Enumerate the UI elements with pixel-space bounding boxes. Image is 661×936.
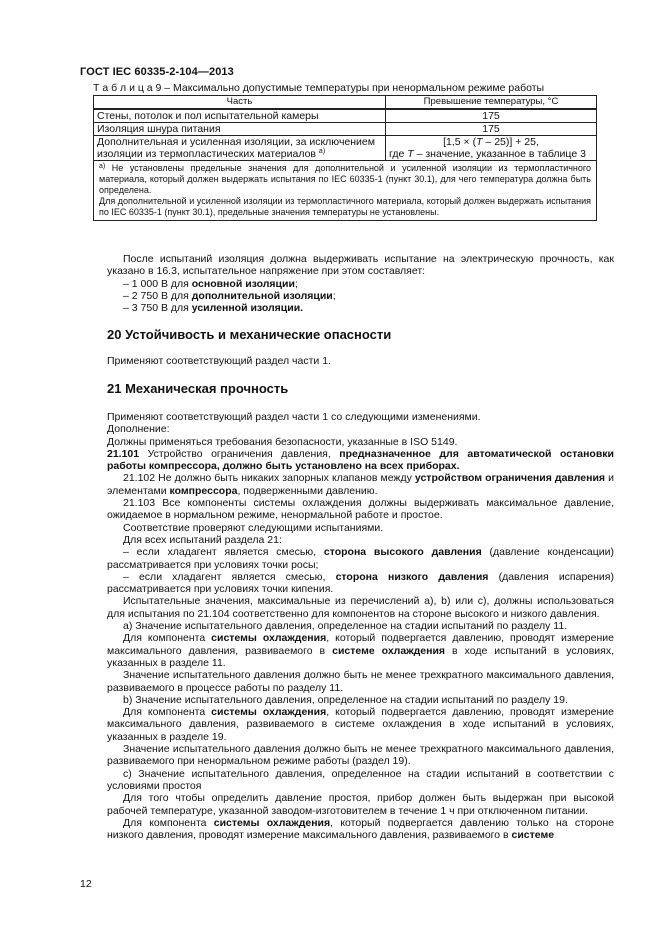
- page-number: 12: [80, 878, 92, 890]
- term: системе охлаждения: [332, 644, 446, 657]
- term: сторона высокого давления: [323, 546, 482, 559]
- text: и элементами: [107, 472, 614, 497]
- formula: [389, 136, 593, 148]
- insulation-test-block: [107, 253, 614, 314]
- table-header-row: [94, 96, 597, 110]
- cell-part: Изоляция шнура питания: [94, 123, 386, 136]
- paragraph: Для того чтобы определить давление простоя, прибор должен быть выдержан при высокой рабочей температуре, указанной заводом-изготовителем в течение 1 ч при отключенном питании.: [107, 792, 614, 817]
- formula-note-part: где: [389, 148, 408, 160]
- paragraph: [107, 571, 614, 596]
- paragraph: Значение испытательного давления должно быть не менее трехкратного максимального давления, развиваемого при ненормальном режиме работы (раздел 19).: [107, 743, 614, 768]
- paragraph: b) Значение испытательного давления, определенное на стадии испытаний по разделу 19.: [123, 693, 568, 706]
- footnote-mark: а): [318, 148, 326, 155]
- document-header: ГОСТ IEC 60335-2-104—2013: [80, 66, 234, 78]
- temperature-table: [93, 95, 597, 221]
- text: Для компонента: [123, 816, 214, 829]
- term: системе: [511, 829, 555, 842]
- formula-var: T: [476, 136, 483, 148]
- cell-part-text: Дополнительная и усиленная изоляции, за исключением изоляции из термопластических материалов: [97, 136, 375, 160]
- term: усиленной изоляции.: [191, 302, 304, 315]
- term: устройством ограничения давления: [414, 472, 606, 485]
- formula-note: [389, 148, 593, 160]
- paragraph: [107, 706, 614, 743]
- text: – если хладагент является смесью,: [123, 570, 336, 583]
- paragraph: с) Значение испытательного давления, определенное на стадии испытаний в соответствии с условиями простоя: [107, 767, 614, 792]
- text: в ходе испытаний в условиях, указанных в разделе 11.: [107, 644, 614, 669]
- paragraph: Применяют соответствующий раздел части 1 со следующими изменениями.: [107, 411, 481, 423]
- cell-temp: 175: [386, 123, 597, 136]
- paragraph: Дополнение:: [107, 423, 170, 436]
- list-item: [107, 278, 614, 290]
- term: системы охлаждения: [213, 816, 331, 829]
- text: , подверженными давлению.: [237, 484, 378, 497]
- paragraph: Испытательные значения, максимальные из перечислений а), b) или с), должны использоваться для испытания по 21.104 соответственно для компонентов на стороне высокого и низкого давления.: [107, 595, 614, 620]
- paragraph: Для всех испытаний раздела 21:: [123, 533, 282, 546]
- term: системы охлаждения: [211, 706, 327, 719]
- paragraph: а) Значение испытательного давления, определенное на стадии испытаний по разделу 11.: [123, 620, 568, 633]
- section-21-body: [107, 411, 614, 841]
- list-item: [107, 302, 614, 314]
- text: Устройство ограничения давления,: [139, 447, 340, 460]
- table-note: [94, 161, 597, 221]
- table-caption: Т а б л и ц а 9 – Максимально допустимые температуры при ненормальном режиме работы: [93, 82, 545, 94]
- table-row: [94, 123, 597, 136]
- table-note-row: [94, 161, 597, 221]
- text: , который подвергается давлению только на стороне низкого давления, проводят измерение максимального давления, развиваемого в: [107, 816, 614, 842]
- paragraph: [107, 448, 614, 473]
- section-21-heading: 21 Механическая прочность: [107, 381, 289, 396]
- cell-temp: [386, 136, 597, 161]
- paragraph: [107, 472, 614, 497]
- text: – если хладагент является смесью,: [123, 546, 324, 559]
- text: Для компонента: [123, 706, 212, 719]
- formula-var: T: [407, 148, 414, 160]
- note-text: Для дополнительной и усиленной изоляции из термопластичного материала, который должен выдержать испытания по IEC 60335-1 (пункт 30.1), предельные значения температуры не установлены.: [99, 196, 591, 217]
- term: дополнительной изоляции: [191, 289, 333, 302]
- paragraph: Применяют соответствующий раздел части 1.: [107, 355, 331, 367]
- note-text: Не установлены предельные значения для дополнительной и усиленной изоляции из термопластичного материала, который должен выдержать испытания по IEC 60335-1 (пункт 30.1), для чего температура должна быть определена.: [99, 163, 591, 195]
- paragraph: Соответствие проверяют следующими испытаниями.: [123, 521, 384, 534]
- cell-part: Стены, потолок и пол испытательной камеры: [94, 109, 386, 123]
- header-part: Часть: [94, 96, 386, 110]
- cell-part: [94, 136, 386, 161]
- paragraph: Должны применяться требования безопасности, указанные в ISO 5149.: [107, 435, 458, 448]
- text: ;: [294, 277, 298, 290]
- term: предназначенное для автоматической остановки работы компрессора, должно быть установлено на всех приборах.: [107, 447, 615, 473]
- text: , который подвергается давлению, проводят измерение максимального давления, развиваемого в: [107, 632, 614, 657]
- text: – 2 750 В для: [123, 289, 192, 302]
- text: (давления испарения) рассматривается при условиях точки кипения.: [107, 570, 614, 596]
- text: 21.102 Не должно быть никаких запорных клапанов между: [123, 472, 415, 485]
- formula-part: – 25)] + 25,: [482, 136, 539, 148]
- formula-note-part: – значение, указанное в таблице 3: [413, 148, 586, 160]
- text: – 1 000 В для: [123, 277, 192, 290]
- section-20-text: [107, 355, 614, 367]
- list-item: [107, 290, 614, 302]
- section-20-heading: 20 Устойчивость и механические опасности: [107, 327, 392, 342]
- paragraph: После испытаний изоляция должна выдерживать испытание на электрическую прочность, как указано в 16.3, испытательное напряжение при этом составляет:: [107, 253, 614, 278]
- formula-part: [1,5 × (: [443, 136, 477, 148]
- clause-number: 21.101: [107, 447, 140, 460]
- text: – 3 750 В для: [123, 302, 192, 315]
- paragraph: 21.103 Все компоненты системы охлаждения должны выдерживать максимальное давление, ожидаемое в нормальном режиме, ненормальной работе и простое.: [107, 497, 614, 522]
- paragraph: [107, 546, 614, 571]
- paragraph: Значение испытательного давления должно быть не менее трехкратного максимального давления, развиваемого в процессе работы по разделу 11.: [107, 669, 614, 694]
- term: системы охлаждения: [211, 632, 327, 645]
- term: компрессора: [169, 484, 238, 497]
- text: (давление конденсации) рассматривается при условиях точки росы;: [107, 546, 614, 571]
- footnote-mark: а): [99, 163, 106, 170]
- header-temp: Превышение температуры, °С: [386, 96, 597, 110]
- paragraph: [107, 817, 614, 842]
- text: ;: [332, 289, 336, 302]
- text: , который подвергается давлению, проводят измерение максимального давления, развиваемого в системе охлаждения в ходе испытаний в условиях, указанных в разделе 19.: [107, 706, 614, 743]
- cell-temp: 175: [386, 109, 597, 123]
- paragraph: [107, 632, 614, 669]
- text: Для компонента: [123, 632, 212, 645]
- table-row: [94, 109, 597, 123]
- term: основной изоляции: [191, 277, 295, 290]
- term: сторона низкого давления: [335, 570, 489, 583]
- table-row: [94, 136, 597, 161]
